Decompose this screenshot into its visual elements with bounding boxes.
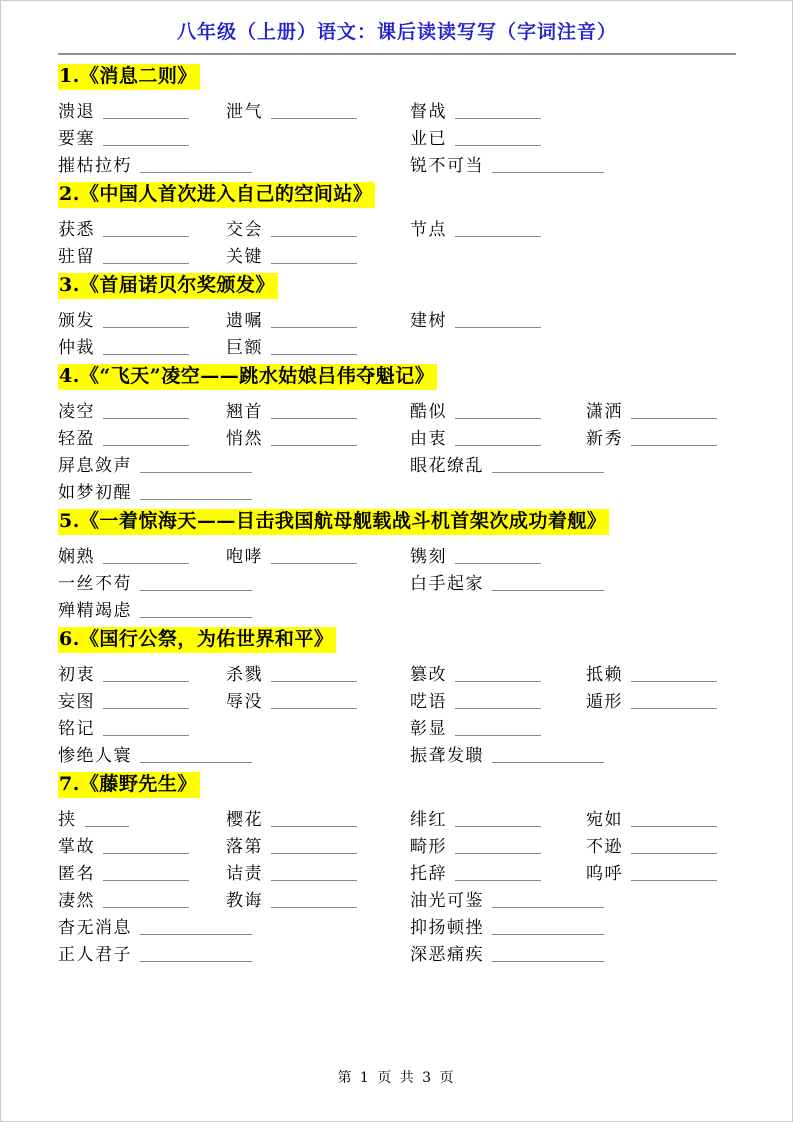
vocab-entry <box>410 215 541 240</box>
vocab-entry <box>58 97 189 122</box>
vocab-entry <box>58 940 252 965</box>
vocab-entry <box>586 859 717 884</box>
word-row <box>58 829 736 856</box>
vocab-word: 建树 <box>410 311 447 331</box>
vocab-entry <box>58 333 189 358</box>
section-heading: 7.《藤野先生》 <box>58 772 200 798</box>
word-row <box>58 711 736 738</box>
pinyin-blank <box>492 750 604 763</box>
pinyin-blank <box>271 696 357 709</box>
vocab-entry <box>58 687 189 712</box>
word-row <box>58 657 736 684</box>
vocab-entry <box>226 687 357 712</box>
vocab-entry <box>410 151 604 176</box>
vocab-entry <box>58 805 129 830</box>
vocab-word: 惨绝人寰 <box>58 746 132 766</box>
vocab-entry <box>58 569 252 594</box>
pinyin-blank <box>103 251 189 264</box>
lesson-section <box>58 508 736 620</box>
vocab-entry <box>586 397 717 422</box>
section-heading-row <box>58 63 736 90</box>
vocab-entry <box>410 714 541 739</box>
vocab-entry <box>58 451 252 476</box>
vocab-word: 仲裁 <box>58 338 95 358</box>
vocab-entry <box>226 542 357 567</box>
vocab-entry <box>586 424 717 449</box>
vocab-word: 抵赖 <box>586 665 623 685</box>
pinyin-blank <box>271 106 357 119</box>
vocab-word: 要塞 <box>58 129 95 149</box>
vocab-word: 由衷 <box>410 429 447 449</box>
pinyin-blank <box>271 551 357 564</box>
section-heading: 2.《中国人首次进入自己的空间站》 <box>58 182 375 208</box>
vocab-word: 落第 <box>226 837 263 857</box>
vocab-entry <box>226 886 357 911</box>
word-row <box>58 330 736 357</box>
word-row <box>58 684 736 711</box>
vocab-entry <box>586 805 717 830</box>
vocab-word: 潇洒 <box>586 402 623 422</box>
vocab-word: 遗嘱 <box>226 311 263 331</box>
pinyin-blank <box>492 895 604 908</box>
vocab-word: 宛如 <box>586 810 623 830</box>
vocab-word: 酷似 <box>410 402 447 422</box>
vocab-word: 杀戮 <box>226 665 263 685</box>
word-row <box>58 593 736 620</box>
pinyin-blank <box>85 814 129 827</box>
pinyin-blank <box>271 868 357 881</box>
vocab-entry <box>410 940 604 965</box>
vocab-word: 溃退 <box>58 102 95 122</box>
vocab-entry <box>58 124 189 149</box>
vocab-word: 挟 <box>58 810 77 830</box>
vocab-entry <box>226 859 357 884</box>
vocab-word: 交会 <box>226 220 263 240</box>
pinyin-blank <box>455 723 541 736</box>
vocab-entry <box>586 687 717 712</box>
pinyin-blank <box>103 406 189 419</box>
word-row <box>58 303 736 330</box>
vocab-entry <box>410 542 541 567</box>
pinyin-blank <box>140 578 252 591</box>
vocab-word: 颁发 <box>58 311 95 331</box>
vocab-entry <box>58 596 252 621</box>
pinyin-blank <box>140 605 252 618</box>
pinyin-blank <box>271 315 357 328</box>
pinyin-blank <box>455 841 541 854</box>
vocab-entry <box>410 805 541 830</box>
vocab-word: 辱没 <box>226 692 263 712</box>
vocab-entry <box>58 215 189 240</box>
pinyin-blank <box>631 696 717 709</box>
vocab-entry <box>410 886 604 911</box>
vocab-word: 镌刻 <box>410 547 447 567</box>
vocab-word: 振聋发聩 <box>410 746 484 766</box>
vocab-word: 节点 <box>410 220 447 240</box>
vocab-word: 驻留 <box>58 247 95 267</box>
pinyin-blank <box>140 922 252 935</box>
vocab-entry <box>58 660 189 685</box>
pinyin-blank <box>492 160 604 173</box>
pinyin-blank <box>631 669 717 682</box>
vocab-word: 不逊 <box>586 837 623 857</box>
pinyin-blank <box>455 133 541 146</box>
word-row <box>58 148 736 175</box>
section-heading: 5.《一着惊海天——目击我国航母舰载战斗机首架次成功着舰》 <box>58 509 609 535</box>
vocab-entry <box>58 242 189 267</box>
vocab-entry <box>410 687 541 712</box>
vocab-word: 樱花 <box>226 810 263 830</box>
section-heading-row <box>58 363 736 390</box>
word-row <box>58 883 736 910</box>
word-row <box>58 566 736 593</box>
pinyin-blank <box>103 696 189 709</box>
vocab-entry <box>58 741 252 766</box>
vocab-word: 白手起家 <box>410 574 484 594</box>
pinyin-blank <box>103 315 189 328</box>
pinyin-blank <box>631 814 717 827</box>
word-row <box>58 475 736 502</box>
vocab-entry <box>410 306 541 331</box>
vocab-entry <box>226 424 357 449</box>
vocab-entry <box>58 859 189 884</box>
section-heading: 3.《首届诺贝尔奖颁发》 <box>58 273 278 299</box>
vocab-entry <box>410 913 604 938</box>
pinyin-blank <box>492 460 604 473</box>
vocab-word: 篡改 <box>410 665 447 685</box>
vocab-word: 获悉 <box>58 220 95 240</box>
pinyin-blank <box>103 551 189 564</box>
pinyin-blank <box>631 841 717 854</box>
pinyin-blank <box>455 868 541 881</box>
vocab-word: 屏息敛声 <box>58 456 132 476</box>
vocab-word: 掌故 <box>58 837 95 857</box>
vocab-entry <box>226 306 357 331</box>
vocab-word: 摧枯拉朽 <box>58 156 132 176</box>
vocab-entry <box>226 97 357 122</box>
pinyin-blank <box>271 433 357 446</box>
word-row <box>58 910 736 937</box>
pinyin-blank <box>103 723 189 736</box>
pinyin-blank <box>140 460 252 473</box>
pinyin-blank <box>271 814 357 827</box>
vocab-word: 殚精竭虑 <box>58 601 132 621</box>
lesson-section <box>58 272 736 357</box>
vocab-entry <box>226 660 357 685</box>
word-row <box>58 539 736 566</box>
pinyin-blank <box>103 895 189 908</box>
pinyin-blank <box>271 406 357 419</box>
vocab-word: 督战 <box>410 102 447 122</box>
vocab-entry <box>58 886 189 911</box>
pinyin-blank <box>492 922 604 935</box>
vocab-entry <box>226 215 357 240</box>
title-divider <box>58 53 736 55</box>
pinyin-blank <box>455 669 541 682</box>
word-row <box>58 394 736 421</box>
vocab-word: 轻盈 <box>58 429 95 449</box>
section-heading-row <box>58 272 736 299</box>
vocab-entry <box>410 832 541 857</box>
word-row <box>58 937 736 964</box>
vocab-entry <box>226 397 357 422</box>
pinyin-blank <box>103 841 189 854</box>
vocab-entry <box>410 741 604 766</box>
pinyin-blank <box>103 133 189 146</box>
vocab-entry <box>58 714 189 739</box>
pinyin-blank <box>271 224 357 237</box>
vocab-word: 妄图 <box>58 692 95 712</box>
vocab-word: 遁形 <box>586 692 623 712</box>
vocab-word: 呜呼 <box>586 864 623 884</box>
pinyin-blank <box>455 551 541 564</box>
pinyin-blank <box>103 669 189 682</box>
vocab-word: 正人君子 <box>58 945 132 965</box>
section-heading: 6.《国行公祭，为佑世界和平》 <box>58 627 336 653</box>
pinyin-blank <box>103 106 189 119</box>
page-number: 第 1 页 共 3 页 <box>337 1070 456 1086</box>
vocab-word: 抑扬顿挫 <box>410 918 484 938</box>
vocab-word: 呓语 <box>410 692 447 712</box>
vocab-entry <box>226 805 357 830</box>
word-row <box>58 121 736 148</box>
pinyin-blank <box>271 841 357 854</box>
vocab-word: 娴熟 <box>58 547 95 567</box>
vocab-entry <box>410 124 541 149</box>
word-row <box>58 448 736 475</box>
pinyin-blank <box>631 406 717 419</box>
vocab-entry <box>58 913 252 938</box>
vocab-word: 新秀 <box>586 429 623 449</box>
page-title: 八年级（上册）语文：课后读读写写（字词注音） <box>176 22 617 43</box>
pinyin-blank <box>455 433 541 446</box>
pinyin-blank <box>140 949 252 962</box>
pinyin-blank <box>140 160 252 173</box>
pinyin-blank <box>455 224 541 237</box>
vocab-word: 泄气 <box>226 102 263 122</box>
pinyin-blank <box>140 487 252 500</box>
pinyin-blank <box>455 406 541 419</box>
lesson-section <box>58 63 736 175</box>
section-heading: 1.《消息二则》 <box>58 64 200 90</box>
page-content <box>1 1 792 964</box>
pinyin-blank <box>455 106 541 119</box>
vocab-entry <box>410 397 541 422</box>
vocab-word: 如梦初醒 <box>58 483 132 503</box>
vocab-entry <box>410 451 604 476</box>
vocab-entry <box>410 660 541 685</box>
pinyin-blank <box>103 868 189 881</box>
lesson-section <box>58 181 736 266</box>
word-row <box>58 802 736 829</box>
pinyin-blank <box>492 949 604 962</box>
pinyin-blank <box>631 433 717 446</box>
lesson-section <box>58 363 736 502</box>
vocab-word: 教诲 <box>226 891 263 911</box>
vocab-word: 锐不可当 <box>410 156 484 176</box>
vocab-word: 咆哮 <box>226 547 263 567</box>
pinyin-blank <box>140 750 252 763</box>
pinyin-blank <box>271 251 357 264</box>
vocab-entry <box>410 569 604 594</box>
vocab-word: 彰显 <box>410 719 447 739</box>
vocab-word: 悄然 <box>226 429 263 449</box>
vocab-word: 畸形 <box>410 837 447 857</box>
vocab-word: 托辞 <box>410 864 447 884</box>
vocab-entry <box>58 832 189 857</box>
vocab-word: 油光可鉴 <box>410 891 484 911</box>
vocab-entry <box>410 97 541 122</box>
section-heading-row <box>58 626 736 653</box>
vocab-word: 巨额 <box>226 338 263 358</box>
vocab-word: 翘首 <box>226 402 263 422</box>
vocab-word: 初衷 <box>58 665 95 685</box>
vocab-entry <box>226 832 357 857</box>
vocab-word: 诘责 <box>226 864 263 884</box>
vocab-entry <box>586 660 717 685</box>
word-row <box>58 239 736 266</box>
pinyin-blank <box>492 578 604 591</box>
vocab-word: 凄然 <box>58 891 95 911</box>
pinyin-blank <box>455 696 541 709</box>
vocab-word: 眼花缭乱 <box>410 456 484 476</box>
vocab-word: 一丝不苟 <box>58 574 132 594</box>
lesson-section <box>58 771 736 964</box>
vocab-entry <box>226 242 357 267</box>
vocab-entry <box>58 424 189 449</box>
vocab-word: 业已 <box>410 129 447 149</box>
vocab-entry <box>58 306 189 331</box>
word-row <box>58 94 736 121</box>
lesson-section <box>58 626 736 765</box>
vocab-entry <box>58 478 252 503</box>
pinyin-blank <box>103 433 189 446</box>
pinyin-blank <box>271 669 357 682</box>
vocab-entry <box>58 542 189 567</box>
pinyin-blank <box>631 868 717 881</box>
vocab-entry <box>226 333 357 358</box>
pinyin-blank <box>455 814 541 827</box>
section-heading-row <box>58 181 736 208</box>
pinyin-blank <box>271 895 357 908</box>
vocab-word: 关键 <box>226 247 263 267</box>
pinyin-blank <box>271 342 357 355</box>
vocab-word: 绯红 <box>410 810 447 830</box>
section-heading: 4.《“飞天”凌空——跳水姑娘吕伟夺魁记》 <box>58 364 437 390</box>
vocab-entry <box>58 151 252 176</box>
vocab-entry <box>58 397 189 422</box>
vocab-word: 深恶痛疾 <box>410 945 484 965</box>
sections-container <box>58 63 736 964</box>
vocab-entry <box>410 859 541 884</box>
vocab-entry <box>586 832 717 857</box>
vocab-entry <box>410 424 541 449</box>
vocab-word: 杳无消息 <box>58 918 132 938</box>
pinyin-blank <box>455 315 541 328</box>
word-row <box>58 856 736 883</box>
vocab-word: 匿名 <box>58 864 95 884</box>
word-row <box>58 421 736 448</box>
word-row <box>58 738 736 765</box>
vocab-word: 铭记 <box>58 719 95 739</box>
section-heading-row <box>58 508 736 535</box>
pinyin-blank <box>103 224 189 237</box>
word-row <box>58 212 736 239</box>
pinyin-blank <box>103 342 189 355</box>
section-heading-row <box>58 771 736 798</box>
vocab-word: 凌空 <box>58 402 95 422</box>
